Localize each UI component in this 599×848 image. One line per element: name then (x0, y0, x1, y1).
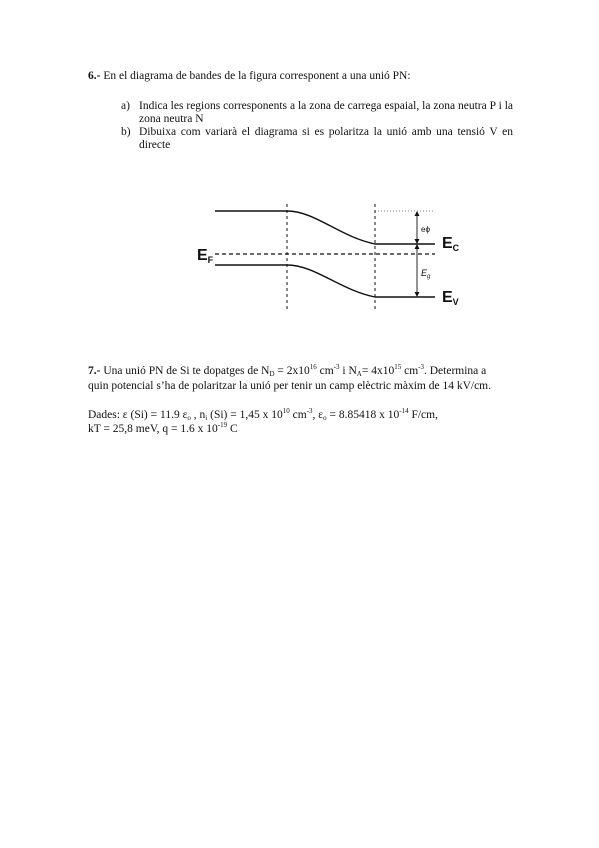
problem-6-text: En el diagrama de bandes de la figura corresponent a una unió PN: (100, 70, 411, 82)
cm-exponent-3: -3 (306, 407, 313, 415)
data2-text-1: kT = 25,8 meV, q = 1.6 x 10 (88, 423, 218, 435)
ephi-arrow-head-up (415, 211, 420, 216)
eps0-subscript-2: o (323, 414, 327, 422)
q-exponent: -19 (217, 421, 228, 429)
valence-band-curve (215, 265, 435, 297)
p7-text-1: Una unió PN de Si te dopatges de N (100, 365, 270, 377)
data-text-2: , n (190, 409, 206, 421)
problem-7-data-line2 (88, 423, 238, 436)
data-text-6: = 8.85418 x 10 (326, 409, 400, 421)
cm-exponent-2: -3 (418, 363, 424, 371)
ephi-arrow-head-down (415, 239, 420, 244)
p7-text-4: i N (339, 365, 357, 377)
nd-subscript: D (269, 370, 275, 378)
problem-6-number: 6.- (88, 70, 101, 82)
data-text-7: F/cm, (408, 409, 438, 421)
ephi-label: eϕ (421, 225, 430, 234)
p7-text-2: = 2x10 (274, 365, 310, 377)
problem-6-statement (88, 70, 411, 83)
eg-arrow-head-up (415, 244, 420, 249)
ef-label: EF (197, 247, 214, 265)
item-a-text: Indica les regions corresponents a la zona de carrega espaial, la zona neutra P i la zona neutra N (139, 100, 513, 125)
item-a-label: a) (121, 100, 130, 112)
ec-label: EC (442, 235, 460, 253)
p7-text-7: . Determina a (424, 365, 487, 377)
na-subscript: A (356, 370, 362, 378)
nd-exponent: 16 (309, 363, 317, 371)
cm-exponent-1: -3 (333, 363, 340, 371)
data-text-4: cm (289, 409, 307, 421)
problem-7-statement-line1 (88, 365, 486, 378)
data-text-1: Dades: ε (Si) = 11.9 ε (88, 409, 188, 421)
band-diagram (190, 192, 470, 314)
problem-7-statement-line2: quin potencial s’ha de polaritzar la unió per tenir un camp elèctric màxim de 14 kV/cm. (88, 380, 491, 392)
eg-label: $E_g$ (421, 268, 431, 280)
problem-7-number: 7.- (88, 365, 101, 377)
conduction-band-curve (215, 211, 435, 244)
ni-subscript: i (205, 414, 208, 422)
p7-text-6: cm (401, 365, 419, 377)
item-b-text: Dibuixa com variarà el diagrama si es polaritza la unió amb una tensió V en directe (139, 126, 513, 151)
data-text-5: , ε (312, 409, 324, 421)
eg-arrow-head-down (415, 292, 420, 297)
data2-text-2: C (227, 423, 238, 435)
ni-exponent: 10 (282, 407, 290, 415)
p7-text-3: cm (316, 365, 334, 377)
eps0-exponent: -14 (399, 407, 409, 415)
data-text-3: (Si) = 1,45 x 10 (207, 409, 283, 421)
item-b-label: b) (121, 126, 131, 138)
na-exponent: 15 (394, 363, 402, 371)
p7-text-5: = 4x10 (361, 365, 395, 377)
problem-7-data-line1 (88, 409, 438, 422)
eps0-subscript-1: o (187, 414, 191, 422)
ev-label: EV (442, 289, 459, 307)
